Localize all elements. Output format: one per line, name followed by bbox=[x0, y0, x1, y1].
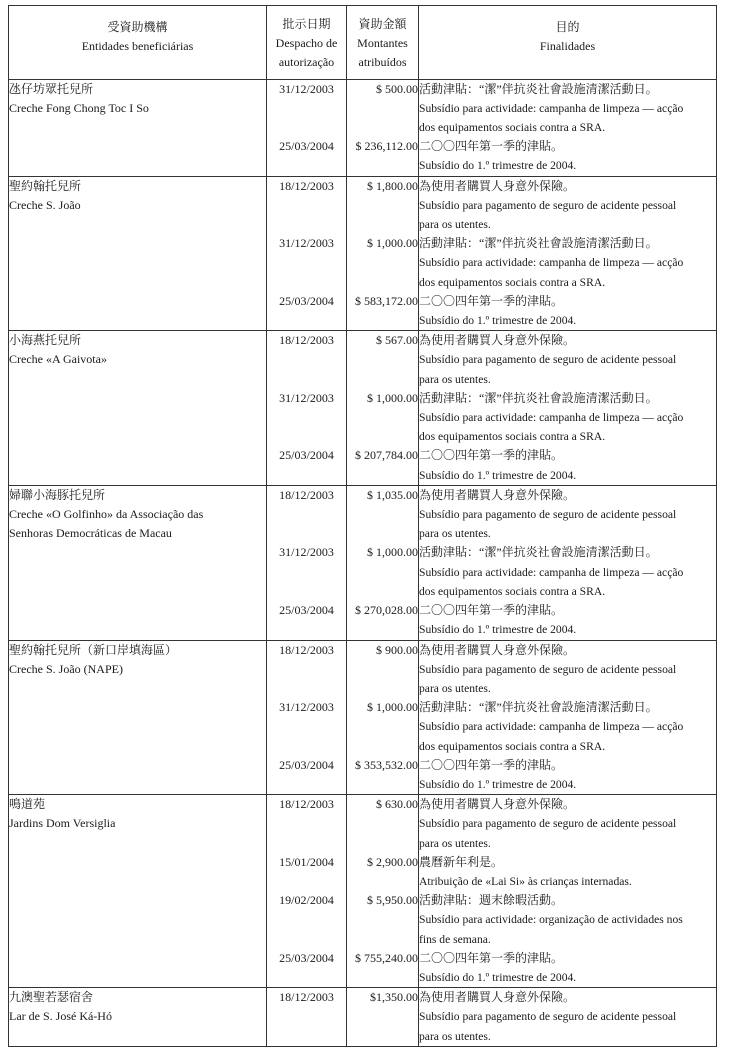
entity-cell bbox=[9, 79, 267, 176]
spacer bbox=[267, 118, 346, 137]
spacer bbox=[267, 775, 346, 794]
date-cell bbox=[267, 988, 347, 1047]
grant-purpose-zh: 為使用者購買人身意外保險。 bbox=[419, 797, 576, 812]
grant-purpose-pt: dos equipamentos sociais contra a SRA. bbox=[419, 275, 606, 289]
entity-name-zh: 小海燕托兒所 bbox=[9, 333, 82, 348]
table-row bbox=[9, 485, 717, 640]
grant-amount: $ 630.00 bbox=[376, 797, 418, 812]
grant-purpose-pt: Subsídio do 1.º trimestre de 2004. bbox=[419, 314, 577, 328]
grant-date: 25/03/2004 bbox=[279, 757, 334, 772]
spacer bbox=[267, 620, 346, 639]
header-date-zh: 批示日期 bbox=[282, 17, 331, 31]
grant-date: 19/02/2004 bbox=[279, 893, 334, 908]
spacer bbox=[347, 834, 418, 853]
spacer bbox=[267, 505, 346, 524]
grant-purpose-pt: dos equipamentos sociais contra a SRA. bbox=[419, 584, 606, 598]
entity-name-pt: Creche «O Golfinho» da Associação das bbox=[9, 507, 204, 522]
grant-date: 25/03/2004 bbox=[279, 448, 334, 463]
spacer bbox=[347, 118, 418, 137]
amount-cell bbox=[347, 79, 419, 176]
grant-purpose-pt: Subsídio para actividade: campanha de limpeza — acção bbox=[419, 101, 684, 115]
spacer bbox=[347, 311, 418, 330]
table-body bbox=[9, 79, 717, 1046]
header-amount bbox=[347, 6, 419, 80]
spacer bbox=[347, 717, 418, 736]
date-cell bbox=[267, 640, 347, 795]
spacer bbox=[347, 273, 418, 292]
grant-date: 25/03/2004 bbox=[279, 603, 334, 618]
grant-purpose-zh: 活動津貼：週末餘暇活動。 bbox=[419, 893, 564, 908]
grant-purpose-pt: Subsídio para actividade: campanha de limpeza — acção bbox=[419, 720, 684, 734]
grant-date: 31/12/2003 bbox=[279, 81, 334, 96]
spacer bbox=[347, 99, 418, 118]
grant-amount: $ 567.00 bbox=[376, 333, 418, 348]
grant-date: 25/03/2004 bbox=[279, 139, 334, 154]
grant-amount: $1,350.00 bbox=[370, 990, 418, 1005]
spacer bbox=[267, 1007, 346, 1026]
spacer bbox=[347, 1007, 418, 1026]
spacer bbox=[267, 834, 346, 853]
header-amount-pt1: Montantes bbox=[357, 36, 408, 51]
grant-date: 18/12/2003 bbox=[279, 642, 334, 657]
spacer bbox=[347, 427, 418, 446]
spacer bbox=[347, 620, 418, 639]
grant-amount: $ 583,172.00 bbox=[355, 293, 418, 308]
entity-name-pt: Lar de S. José Ká-Hó bbox=[9, 1009, 112, 1024]
spacer bbox=[347, 370, 418, 389]
grant-purpose-zh: 二〇〇四年第一季的津貼。 bbox=[419, 293, 564, 308]
header-date-pt1: Despacho de bbox=[275, 36, 338, 51]
spacer bbox=[347, 350, 418, 369]
grant-date: 25/03/2004 bbox=[279, 950, 334, 965]
spacer bbox=[267, 273, 346, 292]
header-purpose-pt: Finalidades bbox=[539, 39, 596, 54]
grant-purpose-zh: 活動津貼：“潔”伴抗炎社會設施清潔活動日。 bbox=[419, 81, 658, 96]
grant-amount: $ 270,028.00 bbox=[355, 603, 418, 618]
entity-name-pt: Creche S. João bbox=[9, 197, 81, 212]
spacer bbox=[347, 563, 418, 582]
spacer bbox=[267, 737, 346, 756]
spacer bbox=[347, 1027, 418, 1046]
spacer bbox=[267, 311, 346, 330]
entity-name-pt: Senhoras Democráticas de Macau bbox=[9, 526, 172, 541]
spacer bbox=[267, 215, 346, 234]
grant-purpose-pt: para os utentes. bbox=[419, 681, 491, 695]
grant-purpose-zh: 二〇〇四年第一季的津貼。 bbox=[419, 757, 564, 772]
grant-purpose-pt: Subsídio do 1.º trimestre de 2004. bbox=[419, 623, 577, 637]
amount-cell bbox=[347, 988, 419, 1047]
spacer bbox=[267, 679, 346, 698]
grant-purpose-zh: 二〇〇四年第一季的津貼。 bbox=[419, 448, 564, 463]
spacer bbox=[267, 910, 346, 929]
grant-amount: $ 1,035.00 bbox=[367, 487, 418, 502]
grant-purpose-pt: Subsídio do 1.º trimestre de 2004. bbox=[419, 970, 577, 984]
entity-cell bbox=[9, 988, 267, 1047]
grant-purpose-zh: 為使用者購買人身意外保險。 bbox=[419, 487, 576, 502]
grant-purpose-zh: 活動津貼：“潔”伴抗炎社會設施清潔活動日。 bbox=[419, 700, 658, 715]
grant-date: 18/12/2003 bbox=[279, 178, 334, 193]
grant-purpose-pt: para os utentes. bbox=[419, 527, 491, 541]
grant-date: 18/12/2003 bbox=[279, 990, 334, 1005]
entity-cell bbox=[9, 331, 267, 486]
grant-date: 18/12/2003 bbox=[279, 333, 334, 348]
grant-purpose-pt: dos equipamentos sociais contra a SRA. bbox=[419, 739, 606, 753]
grant-amount: $ 1,000.00 bbox=[367, 236, 418, 251]
grant-date: 31/12/2003 bbox=[279, 700, 334, 715]
spacer bbox=[267, 872, 346, 891]
spacer bbox=[347, 505, 418, 524]
grant-date: 18/12/2003 bbox=[279, 487, 334, 502]
table-row bbox=[9, 640, 717, 795]
grant-purpose-zh: 為使用者購買人身意外保險。 bbox=[419, 333, 576, 348]
grant-purpose-pt: Subsídio para pagamento de seguro de acidente pessoal bbox=[419, 662, 677, 676]
spacer bbox=[267, 427, 346, 446]
grant-amount: $ 2,900.00 bbox=[367, 854, 418, 869]
grant-amount: $ 5,950.00 bbox=[367, 893, 418, 908]
grant-purpose-zh: 活動津貼：“潔”伴抗炎社會設施清潔活動日。 bbox=[419, 390, 658, 405]
spacer bbox=[347, 930, 418, 949]
header-entity bbox=[9, 6, 267, 80]
grant-purpose-zh: 活動津貼：“潔”伴抗炎社會設施清潔活動日。 bbox=[419, 236, 658, 251]
grant-purpose-pt: Atribuição de «Lai Si» às crianças internadas. bbox=[419, 874, 632, 888]
spacer bbox=[347, 679, 418, 698]
grant-amount: $ 1,800.00 bbox=[367, 178, 418, 193]
grant-purpose-zh: 為使用者購買人身意外保險。 bbox=[419, 178, 576, 193]
grant-purpose-pt: para os utentes. bbox=[419, 218, 491, 232]
grant-purpose-pt: para os utentes. bbox=[419, 372, 491, 386]
grant-amount: $ 207,784.00 bbox=[355, 448, 418, 463]
date-cell bbox=[267, 79, 347, 176]
entity-name-zh: 九澳聖若瑟宿舍 bbox=[9, 990, 94, 1005]
grant-purpose-zh: 為使用者購買人身意外保險。 bbox=[419, 642, 576, 657]
entity-name-pt: Creche Fong Chong Toc I So bbox=[9, 100, 149, 115]
purpose-cell bbox=[419, 79, 717, 176]
date-cell bbox=[267, 331, 347, 486]
grant-purpose-pt: para os utentes. bbox=[419, 836, 491, 850]
purpose-cell bbox=[419, 176, 717, 331]
spacer bbox=[267, 660, 346, 679]
spacer bbox=[267, 563, 346, 582]
entity-name-zh: 聖約翰托兒所 bbox=[9, 178, 82, 193]
grant-date: 15/01/2004 bbox=[279, 854, 334, 869]
purpose-cell bbox=[419, 331, 717, 486]
grant-date: 31/12/2003 bbox=[279, 545, 334, 560]
header-amount-zh: 資助金額 bbox=[358, 17, 407, 31]
entity-cell bbox=[9, 795, 267, 988]
entity-name-pt: Creche «A Gaivota» bbox=[9, 352, 107, 367]
grants-table bbox=[8, 5, 717, 1047]
purpose-cell bbox=[419, 795, 717, 988]
date-cell bbox=[267, 485, 347, 640]
entity-name-pt: Creche S. João (NAPE) bbox=[9, 661, 123, 676]
grant-date: 31/12/2003 bbox=[279, 236, 334, 251]
grant-amount: $ 755,240.00 bbox=[355, 950, 418, 965]
table-row bbox=[9, 795, 717, 988]
grant-purpose-pt: Subsídio para pagamento de seguro de acidente pessoal bbox=[419, 353, 677, 367]
table-row bbox=[9, 331, 717, 486]
spacer bbox=[267, 968, 346, 987]
spacer bbox=[267, 814, 346, 833]
spacer bbox=[347, 872, 418, 891]
header-date bbox=[267, 6, 347, 80]
grant-purpose-zh: 二〇〇四年第一季的津貼。 bbox=[419, 139, 564, 154]
spacer bbox=[347, 968, 418, 987]
entity-cell bbox=[9, 640, 267, 795]
spacer bbox=[347, 582, 418, 601]
spacer bbox=[267, 253, 346, 272]
header-entity-pt: Entidades beneficiárias bbox=[81, 39, 194, 54]
purpose-cell bbox=[419, 640, 717, 795]
spacer bbox=[267, 99, 346, 118]
entity-cell bbox=[9, 176, 267, 331]
grant-purpose-pt: Subsídio para pagamento de seguro de acidente pessoal bbox=[419, 1010, 677, 1024]
table-row bbox=[9, 79, 717, 176]
grant-purpose-pt: Subsídio do 1.º trimestre de 2004. bbox=[419, 159, 577, 173]
header-purpose-zh: 目的 bbox=[555, 20, 580, 34]
spacer bbox=[267, 524, 346, 543]
grant-amount: $ 1,000.00 bbox=[367, 700, 418, 715]
purpose-cell bbox=[419, 988, 717, 1047]
grant-purpose-pt: Subsídio para pagamento de seguro de acidente pessoal bbox=[419, 198, 677, 212]
grant-purpose-pt: Subsídio para actividade: campanha de limpeza — acção bbox=[419, 256, 684, 270]
grant-purpose-pt: Subsídio para actividade: campanha de limpeza — acção bbox=[419, 411, 684, 425]
spacer bbox=[267, 408, 346, 427]
entity-name-zh: 氹仔坊眾托兒所 bbox=[9, 81, 94, 96]
grant-purpose-zh: 活動津貼：“潔”伴抗炎社會設施清潔活動日。 bbox=[419, 545, 658, 560]
spacer bbox=[347, 156, 418, 175]
grant-amount: $ 353,532.00 bbox=[355, 757, 418, 772]
table-header bbox=[9, 6, 717, 80]
spacer bbox=[267, 582, 346, 601]
spacer bbox=[347, 408, 418, 427]
grant-purpose-pt: Subsídio para actividade: campanha de limpeza — acção bbox=[419, 565, 684, 579]
spacer bbox=[347, 660, 418, 679]
amount-cell bbox=[347, 795, 419, 988]
grant-amount: $ 1,000.00 bbox=[367, 545, 418, 560]
grant-purpose-pt: dos equipamentos sociais contra a SRA. bbox=[419, 430, 606, 444]
header-purpose bbox=[419, 6, 717, 80]
grant-purpose-pt: fins de semana. bbox=[419, 932, 491, 946]
spacer bbox=[347, 814, 418, 833]
grant-purpose-zh: 二〇〇四年第一季的津貼。 bbox=[419, 603, 564, 618]
grant-purpose-pt: dos equipamentos sociais contra a SRA. bbox=[419, 121, 606, 135]
grant-date: 31/12/2003 bbox=[279, 390, 334, 405]
spacer bbox=[347, 215, 418, 234]
entity-cell bbox=[9, 485, 267, 640]
spacer bbox=[267, 370, 346, 389]
grant-amount: $ 500.00 bbox=[376, 81, 418, 96]
date-cell bbox=[267, 795, 347, 988]
grant-amount: $ 900.00 bbox=[376, 642, 418, 657]
spacer bbox=[267, 156, 346, 175]
grant-purpose-pt: Subsídio para pagamento de seguro de acidente pessoal bbox=[419, 817, 677, 831]
entity-name-zh: 鳴道苑 bbox=[9, 797, 46, 812]
table-row bbox=[9, 176, 717, 331]
purpose-cell bbox=[419, 485, 717, 640]
grant-purpose-zh: 為使用者購買人身意外保險。 bbox=[419, 990, 576, 1005]
table-row bbox=[9, 988, 717, 1047]
spacer bbox=[267, 1027, 346, 1046]
amount-cell bbox=[347, 640, 419, 795]
grant-amount: $ 236,112.00 bbox=[355, 139, 418, 154]
spacer bbox=[347, 466, 418, 485]
grant-date: 25/03/2004 bbox=[279, 293, 334, 308]
spacer bbox=[347, 524, 418, 543]
entity-name-zh: 婦聯小海豚托兒所 bbox=[9, 487, 106, 502]
spacer bbox=[347, 253, 418, 272]
header-date-pt2: autorização bbox=[278, 55, 335, 70]
spacer bbox=[267, 466, 346, 485]
grant-purpose-pt: Subsídio do 1.º trimestre de 2004. bbox=[419, 468, 577, 482]
grant-purpose-pt: para os utentes. bbox=[419, 1029, 491, 1043]
entity-name-pt: Jardins Dom Versiglia bbox=[9, 816, 116, 831]
grant-date: 18/12/2003 bbox=[279, 797, 334, 812]
spacer bbox=[267, 930, 346, 949]
grant-purpose-zh: 農曆新年利是。 bbox=[419, 854, 504, 869]
grant-amount: $ 1,000.00 bbox=[367, 390, 418, 405]
grant-purpose-pt: Subsídio para actividade: organização de actividades nos bbox=[419, 913, 683, 927]
spacer bbox=[347, 910, 418, 929]
header-entity-zh: 受資助機構 bbox=[107, 20, 168, 34]
spacer bbox=[267, 350, 346, 369]
spacer bbox=[267, 196, 346, 215]
amount-cell bbox=[347, 176, 419, 331]
spacer bbox=[267, 717, 346, 736]
entity-name-zh: 聖約翰托兒所（新口岸填海區） bbox=[9, 642, 178, 657]
grant-purpose-pt: Subsídio do 1.º trimestre de 2004. bbox=[419, 777, 577, 791]
spacer bbox=[347, 775, 418, 794]
grant-purpose-zh: 二〇〇四年第一季的津貼。 bbox=[419, 950, 564, 965]
header-amount-pt2: atribuídos bbox=[358, 55, 407, 70]
spacer bbox=[347, 737, 418, 756]
amount-cell bbox=[347, 485, 419, 640]
amount-cell bbox=[347, 331, 419, 486]
date-cell bbox=[267, 176, 347, 331]
grant-purpose-pt: Subsídio para pagamento de seguro de acidente pessoal bbox=[419, 508, 677, 522]
spacer bbox=[347, 196, 418, 215]
